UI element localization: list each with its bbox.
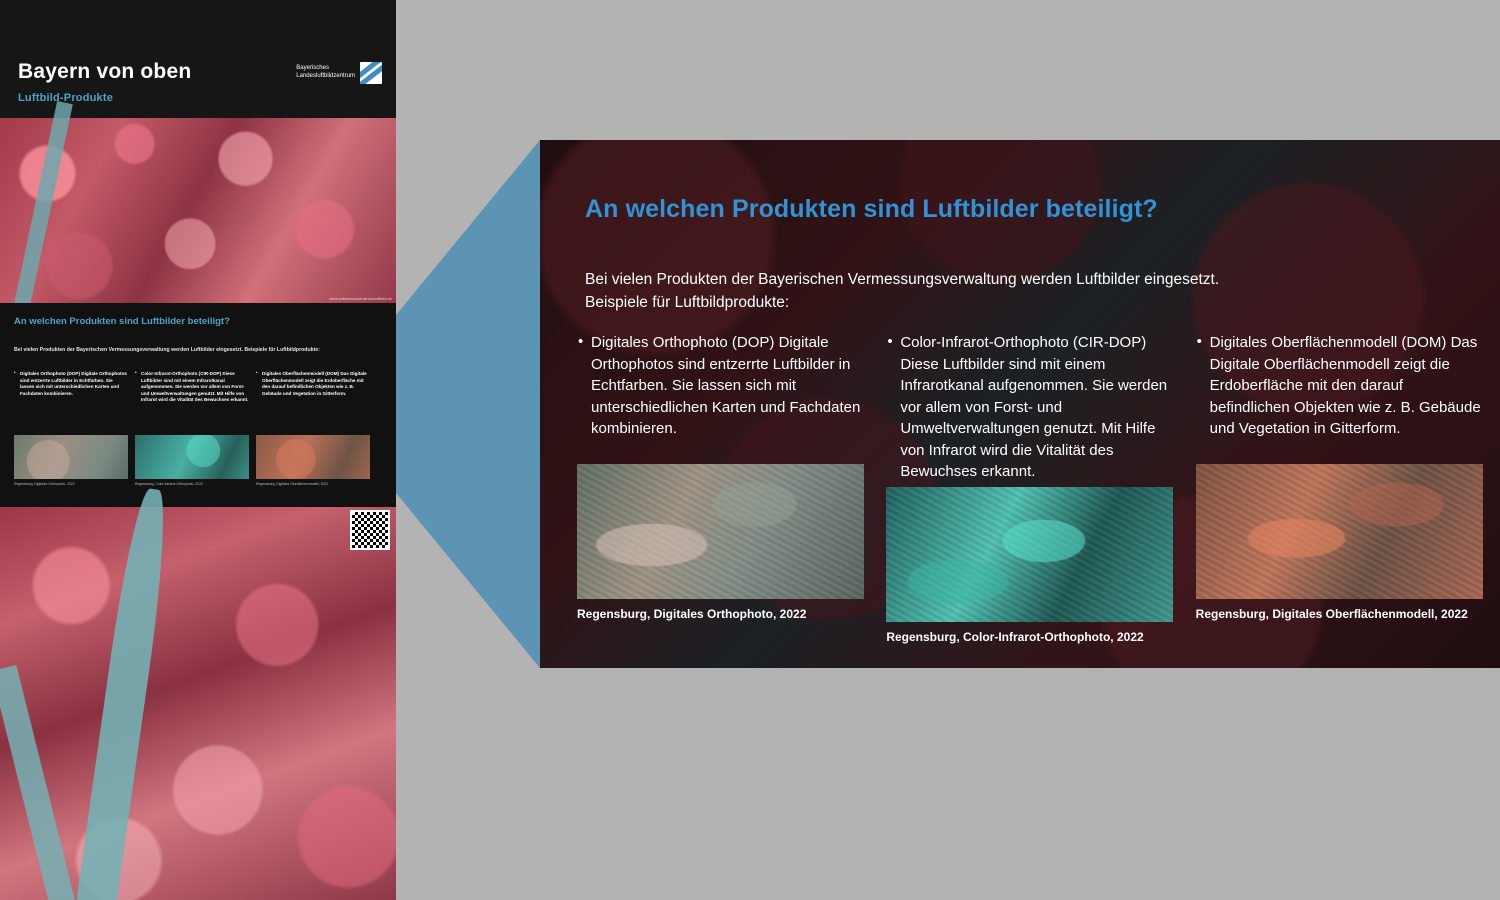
poster-thumbnail-cir: [135, 435, 249, 479]
zoom-column-dop: [577, 332, 868, 644]
zoom-image-caption: Regensburg, Color-Infrarot-Orthophoto, 2022: [886, 629, 1144, 644]
zoom-image-dom: [1196, 464, 1483, 599]
zoom-column-cir: [886, 332, 1177, 644]
zoom-intro: [585, 268, 1475, 314]
poster-header: [0, 0, 396, 118]
poster-title: Bayern von oben: [18, 60, 192, 83]
poster-subtitle: Luftbild-Produkte: [18, 92, 114, 104]
poster-panel-columns: [14, 371, 382, 486]
zoom-column-dom: [1196, 332, 1487, 644]
poster-column-cir: [135, 371, 249, 486]
zoom-bullet-text: • Digitales Orthophoto (DOP) Digitale Orthophotos sind entzerrte Luftbilder in Echtfarben. Sie lassen sich mit unterschiedlichen Karten und Fachdaten kombinieren.: [577, 332, 868, 460]
zoom-intro-line-2: Beispiele für Luftbildprodukte:: [585, 294, 790, 311]
poster-column-dop: [14, 371, 128, 486]
zoom-image-cir: [886, 487, 1173, 622]
zoom-image-caption: Regensburg, Digitales Orthophoto, 2022: [577, 607, 807, 621]
zoom-intro-line-1: Bei vielen Produkten der Bayerischen Vermessungsverwaltung werden Luftbilder eingesetzt.: [585, 271, 1220, 288]
poster-bullet-text: • Color-Infrarot-Orthophoto (CIR-DOP) Diese Luftbilder sind mit einem Infrarotkanal aufgenommen. Sie werden vor allem von Forst- und Umweltverwaltungen genutzt. Mit Hilfe von Infrarot wird die Vitalität des Bewuchses erkannt.: [135, 371, 249, 431]
bavaria-shield-icon: [360, 62, 382, 84]
poster-column-dom: [256, 371, 370, 486]
logo-text: [296, 62, 355, 80]
poster-thumbnail-dom: [256, 435, 370, 479]
zoom-detail-panel: [540, 140, 1500, 668]
zoom-content: [540, 140, 1500, 668]
poster-bullet-text: • Digitales Orthophoto (DOP) Digitale Orthophotos sind entzerrte Luftbilder in Echtfarben. Sie lassen sich mit unterschiedlichen Karten und Fachdaten kombinieren.: [14, 371, 128, 431]
poster-content-panel: [0, 303, 396, 507]
zoom-bullet-text: • Color-Infrarot-Orthophoto (CIR-DOP) Diese Luftbilder sind mit einem Infrarotkanal aufgenommen. Sie werden vor allem von Forst- und Umweltverwaltungen genutzt. Mit Hilfe von Infrarot wird die Vitalität des Bewuchses erkannt.: [886, 332, 1177, 483]
zoom-bullet-text: • Digitales Oberflächenmodell (DOM) Das Digitale Oberflächenmodell zeigt die Erdoberfläche mit den darauf befindlichen Objekten wie z. B. Gebäude und Vegetation in Gitterform.: [1196, 332, 1487, 460]
poster-thumbnail-dop: [14, 435, 128, 479]
zoom-columns: [577, 332, 1487, 644]
poster-bullet-text: • Digitales Oberflächenmodell (DOM) Das Digitale Oberflächenmodell zeigt die Erdoberfläche mit den darauf befindlichen Objekten wie z. B. Gebäude und Vegetation in Gitterform.: [256, 371, 370, 431]
poster-image-credit: www.wissenschaft-landesluftbild.de: [329, 296, 392, 301]
logo-line-1: Bayerisches: [296, 65, 329, 71]
poster-aerial-image-top: [0, 118, 396, 303]
poster: [0, 0, 396, 900]
logo-line-2: Landesluftbildzentrum: [296, 73, 355, 79]
zoom-heading: An welchen Produkten sind Luftbilder beteiligt?: [585, 195, 1158, 223]
agency-logo: [296, 62, 382, 84]
river-shape: [72, 487, 175, 900]
zoom-image-dop: [577, 464, 864, 599]
qr-code-icon[interactable]: [350, 510, 390, 550]
zoom-image-caption: Regensburg, Digitales Oberflächenmodell, 2022: [1195, 607, 1468, 621]
poster-panel-title: An welchen Produkten sind Luftbilder beteiligt?: [14, 316, 230, 327]
river-shape-secondary: [0, 665, 83, 900]
poster-thumbnail-caption: Regensburg, Digitales Orthophoto, 2022: [14, 482, 75, 486]
zoom-callout-wedge: [396, 140, 540, 668]
poster-panel-intro: Bei vielen Produkten der Bayerischen Vermessungsverwaltung werden Luftbilder eingesetzt. Beispiele für Luftbildprodukte:: [14, 347, 320, 353]
poster-aerial-image-bottom: [0, 507, 396, 900]
poster-thumbnail-caption: Regensburg, Digitales Oberflächenmodell, 2022: [256, 482, 329, 486]
poster-thumbnail-caption: Regensburg, Color-Infrarot-Orthophoto, 2022: [135, 482, 203, 486]
